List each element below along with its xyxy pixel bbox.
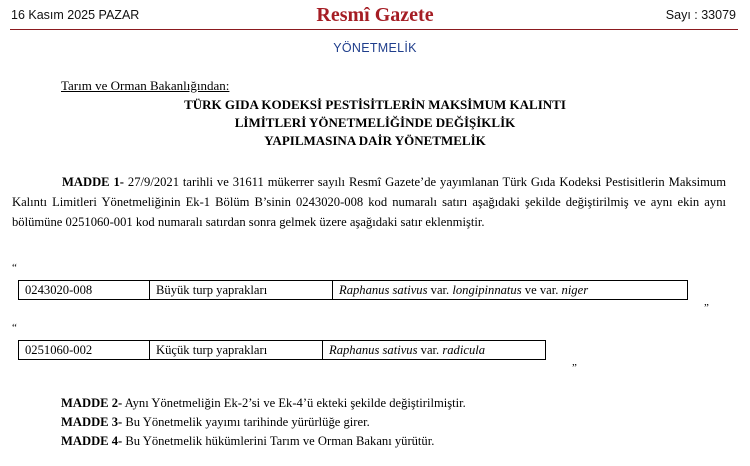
article-4-label: MADDE 4- — [61, 434, 123, 448]
sci-variety-1: radicula — [442, 343, 486, 357]
title-line-2: LİMİTLERİ YÖNETMELİĞİNDE DEĞİŞİKLİK — [234, 115, 516, 130]
issuing-ministry: Tarım ve Orman Bakanlığından: — [61, 78, 230, 93]
sci-var-1: var. — [417, 343, 443, 357]
sci-var-1: var. — [427, 283, 453, 297]
article-3-label: MADDE 3- — [61, 415, 123, 429]
row-code: 0243020-008 — [19, 281, 150, 300]
sci-var-2: ve var. — [521, 283, 562, 297]
sci-variety-1: longipinnatus — [452, 283, 522, 297]
table-row — [19, 341, 546, 360]
added-row-table — [18, 340, 546, 360]
article-1-label: MADDE 1- — [62, 175, 124, 189]
close-quote-2: ” — [572, 362, 577, 374]
row-scientific-name — [323, 341, 546, 360]
row-scientific-name — [333, 281, 688, 300]
open-quote-2: “ — [12, 322, 17, 334]
section-heading: YÖNETMELİK — [333, 41, 417, 55]
sci-variety-2: niger — [561, 283, 589, 297]
row-product-name: Küçük turp yaprakları — [150, 341, 323, 360]
article-3-text: Bu Yönetmelik yayımı tarihinde yürürlüğe girer. — [122, 415, 370, 429]
article-2-label: MADDE 2- — [61, 396, 123, 410]
title-line-3: YAPILMASINA DAİR YÖNETMELİK — [264, 133, 486, 148]
article-2 — [61, 396, 466, 411]
article-1-paragraph — [12, 172, 726, 232]
article-1-text: 27/9/2021 tarihli ve 31611 mükerrer sayılı Resmî Gazete’de yayımlanan Türk Gıda Kodeksi Pestisitlerin Maksimum Kalıntı Limitleri Yönetmeliğinin Ek-1 Bölüm B’sinin 0243020-008 kod numaralı satırı aşağıdaki şekilde değiştirilmiş ve aynı ekin aynı bölümüne 0251060-001 kod numaralı satırdan sonra gelmek üzere aşağıdaki satır eklenmiştir. — [12, 175, 726, 229]
article-4 — [61, 434, 434, 449]
article-4-text: Bu Yönetmelik hükümlerini Tarım ve Orman Bakanı yürütür. — [122, 434, 435, 448]
open-quote-1: “ — [12, 262, 17, 274]
article-2-text: Aynı Yönetmeliğin Ek-2’si ve Ek-4’ü ekteki şekilde değiştirilmiştir. — [122, 396, 466, 410]
replacement-row-table — [18, 280, 688, 300]
row-code: 0251060-002 — [19, 341, 150, 360]
header-divider — [10, 29, 738, 30]
title-line-1: TÜRK GIDA KODEKSİ PESTİSİTLERİN MAKSİMUM KALINTI — [184, 97, 566, 112]
sci-genus-species: Raphanus sativus — [339, 283, 428, 297]
gazette-issue-number: Sayı : 33079 — [665, 8, 736, 22]
gazette-date: 16 Kasım 2025 PAZAR — [11, 8, 140, 22]
close-quote-1: ” — [704, 302, 709, 314]
article-3 — [61, 415, 370, 430]
table-row — [19, 281, 688, 300]
gazette-title: Resmî Gazete — [316, 4, 434, 26]
row-product-name: Büyük turp yaprakları — [150, 281, 333, 300]
regulation-title — [0, 96, 750, 150]
sci-genus-species: Raphanus sativus — [329, 343, 418, 357]
